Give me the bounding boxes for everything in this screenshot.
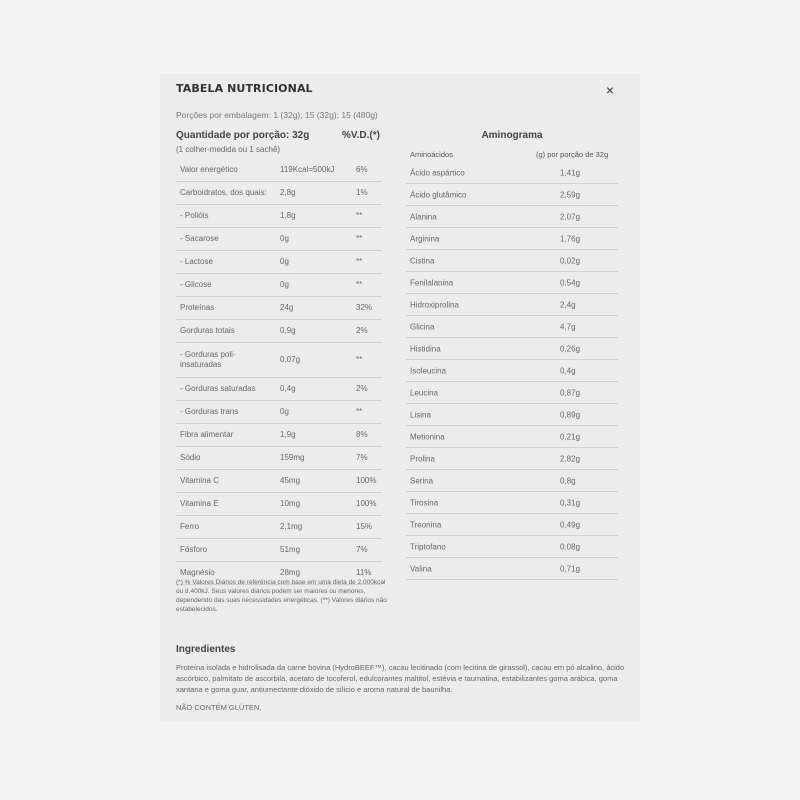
nutrient-name: Fósforo [180,545,208,554]
nutrition-row [176,274,382,297]
nutrient-name: Vitamina C [180,476,219,485]
nutrition-row [176,447,382,470]
nutrient-amount: 1,9g [280,430,296,439]
nutrient-daily-value: ** [356,407,363,416]
amount-column-header: (g) por porção de 32g [536,150,609,159]
nutrient-amount: 51mg [280,545,301,554]
nutrient-daily-value: ** [356,355,363,364]
nutrition-rows [176,159,382,585]
nutrient-amount: 0g [280,280,289,289]
nutrient-daily-value: ** [356,257,363,266]
aminogram-row [406,228,618,250]
nutrient-amount: 119Kcal=500kJ [280,165,335,174]
aminogram-rows [406,162,618,580]
amino-acid-name: Hidroxiprolina [410,300,459,309]
nutrient-name: - Gorduras saturadas [180,384,256,393]
amino-acid-amount: 4,7g [560,322,576,331]
amino-acid-amount: 0,26g [560,344,581,353]
nutrient-amount: 45mg [280,476,301,485]
aminogram-row [406,382,618,404]
nutrient-daily-value: 15% [356,522,373,531]
nutrient-name: - Gorduras trans [180,407,239,416]
nutrient-amount: 10mg [280,499,301,508]
nutrient-daily-value: 6% [356,165,368,174]
amino-acid-name: Treonina [410,520,442,529]
nutrient-name: - Lactose [180,257,213,266]
nutrient-daily-value: 8% [356,430,368,439]
nutrient-amount: 0g [280,234,289,243]
serving-description: (1 colher-medida ou 1 sachê) [176,145,281,154]
amino-acid-amount: 2,07g [560,212,581,221]
nutrient-daily-value: 100% [356,476,377,485]
nutrition-row [176,516,382,539]
aminogram-row [406,426,618,448]
amino-acid-amount: 2,4g [560,300,576,309]
amino-acid-name: Valina [410,564,432,573]
nutrient-name: Vitamina E [180,499,219,508]
close-icon[interactable]: × [605,82,615,98]
amino-acid-name: Histidina [410,344,441,353]
nutrition-row [176,470,382,493]
nutrient-amount: 2,1mg [280,522,303,531]
nutrient-daily-value: 7% [356,453,368,462]
nutrient-name: Gorduras totais [180,326,235,335]
aminogram-row [406,294,618,316]
nutrient-amount: 0,9g [280,326,296,335]
nutrient-amount: 28mg [280,568,301,577]
amino-acid-amount: 0,8g [560,476,576,485]
nutrient-name: Magnésio [180,568,215,577]
nutrition-row [176,205,382,228]
nutrient-name: Fibra alimentar [180,430,234,439]
nutrient-daily-value: ** [356,280,363,289]
modal-title: TABELA NUTRICIONAL [176,82,313,95]
nutrition-row [176,539,382,562]
nutrient-daily-value: ** [356,234,363,243]
nutrition-row [176,424,382,447]
nutrient-name: - Polióis [180,211,209,220]
nutrient-name: Carboidratos, dos quais: [180,188,267,197]
aminogram-row [406,558,618,580]
aminogram-title: Aminograma [481,130,543,141]
amino-acid-amount: 0,02g [560,256,581,265]
nutrient-amount: 2,8g [280,188,296,197]
aminogram-row [406,404,618,426]
amino-acid-amount: 2,59g [560,190,581,199]
amino-acid-name: Tirosina [410,498,439,507]
amino-acid-name: Leucina [410,388,439,397]
aminogram-row [406,272,618,294]
nutrient-name: Ferro [180,522,200,531]
amino-acid-name: Cistina [410,256,435,265]
nutrition-row [176,401,382,424]
amino-acid-amount: 1,76g [560,234,581,243]
nutrition-row [176,297,382,320]
amino-acid-amount: 0,31g [560,498,581,507]
nutrient-name: Valor energético [180,165,238,174]
amino-acid-name: Lisina [410,410,431,419]
nutrition-row [176,182,382,205]
nutrient-daily-value: 2% [356,326,368,335]
ingredients-text: Proteína isolada e hidrolisada da carne bovina (HydroBEEF™), cacau lecitinado (com lecitina de girassol), cacau em pó alcalino, ácido ascórbico, palmitato de ascorbila, acetato de tocoferol, edulcorantes maltitol, estévia e taumatina, estabilizantes goma arábica, goma xantana e goma guar, antiumectante dióxido de silício e aroma natural de baunilha. [176,663,625,694]
nutrient-name: - Sacarose [180,234,219,243]
amino-acid-amount: 0,49g [560,520,581,529]
nutrition-row [176,320,382,343]
amino-acid-amount: 0,89g [560,410,581,419]
amino-acid-amount: 1,41g [560,168,581,177]
aminogram-row [406,492,618,514]
amino-acid-amount: 2,82g [560,454,581,463]
aminogram-row [406,470,618,492]
amino-acid-name: Ácido aspártico [410,168,465,177]
aminogram-row [406,184,618,206]
nutrient-daily-value: 32% [356,303,373,312]
amino-acid-name: Metionina [410,432,445,441]
amino-acid-name: Triptofano [410,542,446,551]
amino-acid-amount: 0,54g [560,278,581,287]
nutrition-table [176,130,382,585]
nutrient-daily-value: 2% [356,384,368,393]
nutrient-amount: 0g [280,407,289,416]
nutrient-amount: 159mg [280,453,305,462]
nutrient-amount: 1,8g [280,211,296,220]
nutrient-daily-value: 100% [356,499,377,508]
amino-acid-name: Fenilalanina [410,278,454,287]
nutrition-row [176,159,382,182]
gluten-notice: NÃO CONTÉM GLÚTEN. [176,703,262,712]
aminogram-row [406,162,618,184]
nutrient-amount: 0,07g [280,355,301,364]
amino-acid-amount: 0,71g [560,564,581,573]
amino-acid-name: Serina [410,476,434,485]
nutrient-amount: 24g [280,303,294,312]
ingredients-title: Ingredientes [176,644,236,655]
nutrition-row [176,228,382,251]
nutrient-daily-value: 11% [356,568,372,577]
aminogram-row [406,338,618,360]
nutrition-row [176,493,382,516]
nutrient-daily-value: 1% [356,188,368,197]
aminogram-row [406,360,618,382]
quantity-per-serving-label: Quantidade por porção: 32g [176,130,310,141]
amino-acid-name: Arginina [410,234,440,243]
nutrient-name: Sódio [180,453,201,462]
nutrient-name: - Gorduras poli-insaturadas [180,350,236,369]
aminogram-header [406,150,618,162]
amino-acid-column-header: Aminoácidos [410,150,453,159]
aminogram-table [406,130,618,580]
nutrition-row [176,343,382,378]
nutrient-name: Proteínas [180,303,215,312]
nutrition-row [176,378,382,401]
amino-acid-amount: 0,4g [560,366,576,375]
amino-acid-amount: 0,08g [560,542,581,551]
aminogram-row [406,316,618,338]
daily-value-footnote: (*) % Valores Diários de referência com base em uma dieta de 2.000kcal ou 8.400kJ. Seus valores diários podem ser maiores ou menores, dependendo das suas necessidades energéticas. (**) Valores diários não estabelecidos. [176,579,387,613]
nutrient-daily-value: ** [356,211,363,220]
nutrient-amount: 0,4g [280,384,296,393]
amino-acid-amount: 0,21g [560,432,581,441]
aminogram-row [406,514,618,536]
amino-acid-amount: 0,87g [560,388,581,397]
nutrition-modal [160,74,640,722]
nutrient-amount: 0g [280,257,289,266]
nutrient-daily-value: 7% [356,545,368,554]
aminogram-row [406,206,618,228]
nutrition-row [176,251,382,274]
amino-acid-name: Alanina [410,212,437,221]
amino-acid-name: Prolina [410,454,435,463]
aminogram-row [406,448,618,470]
amino-acid-name: Glicina [410,322,435,331]
daily-value-label: %V.D.(*) [342,130,380,141]
nutrient-name: - Glicose [180,280,212,289]
amino-acid-name: Isoleucina [410,366,447,375]
nutrition-table-header [176,130,382,144]
aminogram-row [406,536,618,558]
amino-acid-name: Ácido glutâmico [410,190,467,199]
servings-text: Porções por embalagem: 1 (32g); 15 (32g); 15 (480g) [176,110,378,120]
aminogram-row [406,250,618,272]
